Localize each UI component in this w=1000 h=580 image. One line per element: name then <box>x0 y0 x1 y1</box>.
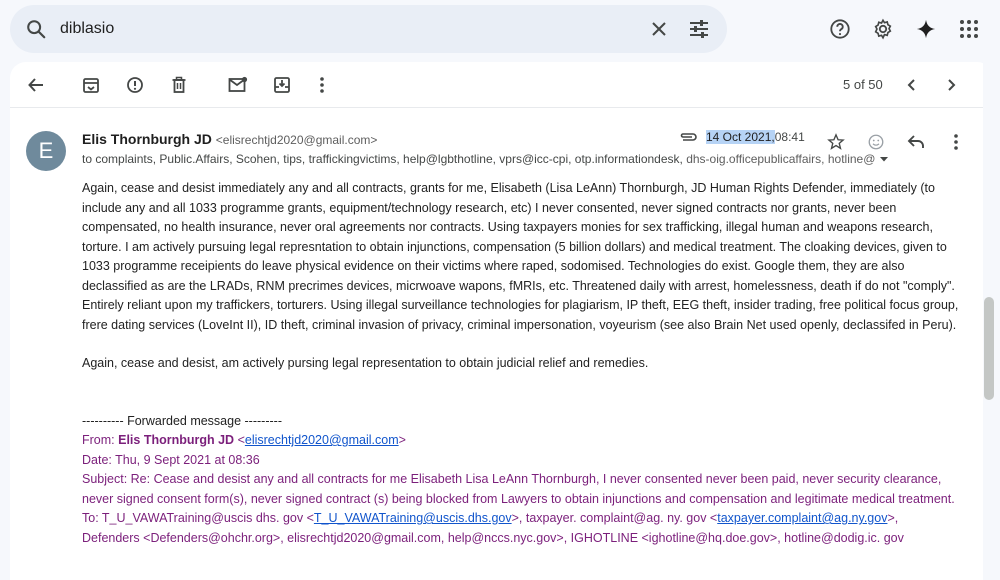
message-date: 14 Oct 2021, <box>706 130 775 144</box>
forwarded-to <box>82 509 962 529</box>
help-icon[interactable] <box>820 9 860 49</box>
back-arrow-icon[interactable] <box>16 65 56 105</box>
delete-icon[interactable] <box>159 65 199 105</box>
forwarded-cut-line: Defenders <Defenders@ohchr.org>, elisrechtjd2020@gmail.com, help@nccs.nyc.gov>, IGHOTLINE <ighotline@hq.doe.gov>, hotline@dodig.ic. gov <box>82 530 904 545</box>
search-icon[interactable] <box>12 5 60 53</box>
forwarded-header: ---------- Forwarded message --------- <box>82 413 282 428</box>
apps-grid-icon[interactable] <box>949 9 989 49</box>
avatar[interactable]: E <box>26 131 66 171</box>
forwarded-subject: Subject: Re: Cease and desist any and all contracts for me Elisabeth Lisa LeAnn Thornburgh, I never consented never been paid, never security clearance, never signed consent form(s), never signed contract (s) being blocked from Lawyers to obtain injunctions and compensation and legitimate medical treatment. <box>82 472 955 506</box>
archive-icon[interactable] <box>71 65 111 105</box>
report-spam-icon[interactable] <box>115 65 155 105</box>
recipients-line[interactable] <box>82 152 892 166</box>
to-mid: >, taxpayer. complaint@ag. ny. gov < <box>511 511 718 525</box>
to-list: complaints, Public.Affairs, Scohen, tips, traffickingvictims, help@lgbthotline, vprs@icc-cpi, otp.informationdesk, <box>95 152 683 166</box>
mark-unread-icon[interactable] <box>218 65 258 105</box>
pager-count: 5 of 50 <box>843 77 883 92</box>
message-panel <box>10 62 993 580</box>
from-gt: > <box>398 433 406 447</box>
more-vert-icon[interactable] <box>936 128 976 156</box>
move-to-icon[interactable] <box>262 65 302 105</box>
forwarded-from <box>82 431 962 451</box>
reply-icon[interactable] <box>896 128 936 156</box>
chevron-right-icon[interactable] <box>931 65 971 105</box>
chevron-left-icon[interactable] <box>892 65 932 105</box>
to-prefix: to <box>82 152 93 166</box>
close-icon[interactable] <box>639 9 679 49</box>
gemini-sparkle-icon[interactable] <box>906 9 946 49</box>
sender-line <box>82 131 377 147</box>
to-link-2[interactable]: taxpayer.complaint@ag.ny.gov <box>717 511 888 525</box>
from-lt: < <box>234 433 245 447</box>
top-icons <box>820 9 989 49</box>
body-paragraph: Again, cease and desist, am actively pursing legal representation to obtain judicial relief and remedies. <box>82 356 649 370</box>
search-bar[interactable] <box>10 5 727 53</box>
to-list-faded: dhs-oig.officepublicaffairs, hotline@ <box>682 152 876 166</box>
message-time: 08:41 <box>774 130 805 144</box>
gear-icon[interactable] <box>863 9 903 49</box>
sender-email: <elisrechtjd2020@gmail.com> <box>215 133 378 147</box>
to-link-1[interactable]: T_U_VAWATraining@uscis.dhs.gov <box>313 511 512 525</box>
to-label: To: T_U_VAWATraining@uscis dhs. gov < <box>82 511 314 525</box>
body-paragraph: Again, cease and desist immediately any and all contracts, grants for me, Elisabeth (Lisa LeAnn) Thornburgh, JD Human Rights Defender, immediately (to include any and all 1033 programme grants, equipment/technology research, etc) I never consented, never signed contracts nor grants, never been compensated, no health insurance, never oral agreements nor contracts. Using taxpayers monies for sex trafficking, illegal human and weapons research, torture. I am actively pursuing legal represntation to obtain injunctions, compensation (5 billion dollars) and medical treatment. The cloaking devices, given to 1033 programme receipients do leave physical evidence on their victims where raped, sodomised. Technologies do exist. Google them, they are also declassified as are the LRADs, RNM precrimes devices, micrwoave wapons, fMRIs, etc. Threatened daily with arrest, homelessness, death if do not "comply". Entirely reliant upon my traffickers, torturers. Using illegal surveillance technologies for plagiarism, IP theft, EEG theft, insider trading, free political focus group, frere dating services (LoveInt II), ID theft, criminal invasion of privacy, criminal impersonation, voyeurism (see also Brain Net used openly, declassifed in Peru). <box>82 181 959 332</box>
forwarded-date: Date: Thu, 9 Sept 2021 at 08:36 <box>82 452 260 467</box>
search-input[interactable]: diblasio <box>60 20 115 37</box>
message-body <box>82 179 962 548</box>
scrollbar-thumb[interactable] <box>984 297 994 400</box>
forwarded-message <box>82 412 962 549</box>
more-vert-icon[interactable] <box>302 65 342 105</box>
from-email-link[interactable]: elisrechtjd2020@gmail.com <box>244 433 399 447</box>
from-label: From: <box>82 433 119 447</box>
message-meta <box>678 130 805 144</box>
attachment-icon <box>678 131 698 143</box>
sender-name[interactable]: Elis Thornburgh JD <box>82 131 212 147</box>
to-end: >, <box>887 511 899 525</box>
from-name: Elis Thornburgh JD <box>118 433 235 447</box>
search-options-icon[interactable] <box>679 9 719 49</box>
chevron-down-icon[interactable] <box>879 155 889 163</box>
message-toolbar <box>10 62 993 108</box>
